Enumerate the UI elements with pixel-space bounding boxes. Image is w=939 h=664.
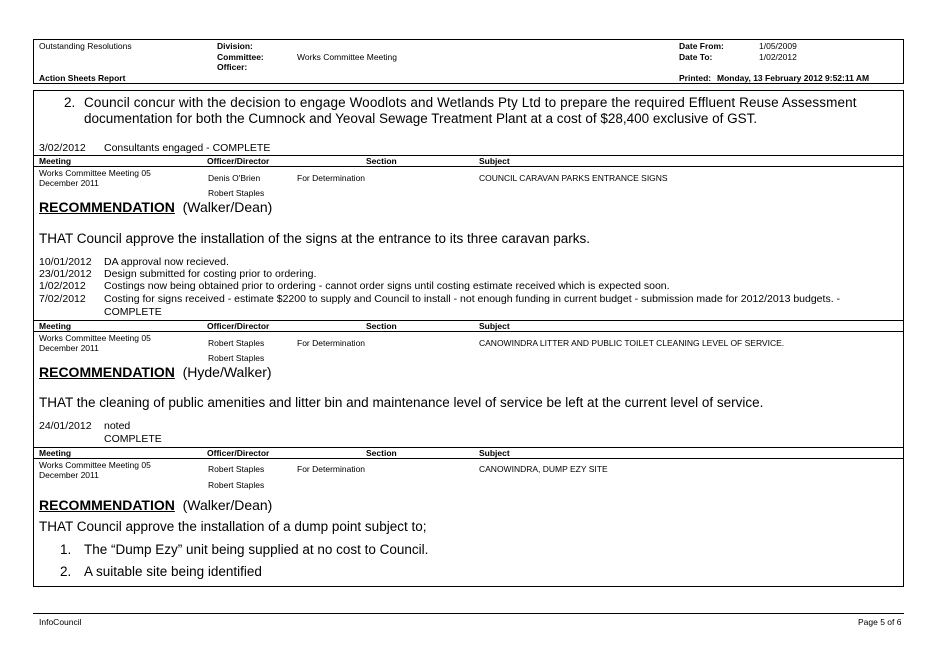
date-to-value: 1/02/2012 bbox=[759, 52, 797, 62]
column-header-bar bbox=[33, 155, 904, 167]
resolution-item-number: 1. bbox=[60, 542, 72, 557]
record-officer: Robert Staples bbox=[208, 338, 265, 348]
record-meeting-line1: Works Committee Meeting 05 bbox=[39, 460, 151, 470]
note-text: noted bbox=[104, 420, 131, 432]
col-subject-header: Subject bbox=[479, 448, 510, 458]
top-item-number: 2. bbox=[64, 95, 76, 110]
col-meeting-header: Meeting bbox=[39, 156, 72, 166]
recommendation-label: RECOMMENDATION bbox=[39, 364, 175, 380]
record-meeting-line2: December 2011 bbox=[39, 343, 99, 353]
resolution-item-number: 2. bbox=[60, 564, 72, 579]
recommendation-movers: (Walker/Dean) bbox=[182, 199, 273, 215]
date-from-value: 1/05/2009 bbox=[759, 41, 797, 51]
note-text: Costing for signs received - estimate $2200 to supply and Council to install - not enough funding in current budget - submission made for 2012/2013 budgets. - bbox=[104, 293, 841, 305]
record-section: For Determination bbox=[297, 464, 366, 474]
footer-page-number: Page 5 of 6 bbox=[858, 617, 902, 627]
record-subject: CANOWINDRA, DUMP EZY SITE bbox=[479, 464, 608, 474]
top-item-text-line1: Council concur with the decision to engage Woodlots and Wetlands Pty Ltd to prepare the required Effluent Reuse Assessment bbox=[84, 95, 857, 110]
officer-label: Officer: bbox=[217, 62, 248, 72]
col-section-header: Section bbox=[366, 156, 397, 166]
note-text: Costings now being obtained prior to ordering - cannot order signs until costing estimate received which is expected soon. bbox=[104, 280, 670, 292]
note-text-continued: COMPLETE bbox=[104, 306, 162, 318]
recommendation-movers: (Hyde/Walker) bbox=[182, 364, 272, 380]
col-subject-header: Subject bbox=[479, 321, 510, 331]
note-date: 1/02/2012 bbox=[39, 280, 86, 292]
report-name: Action Sheets Report bbox=[39, 73, 126, 83]
record-director: Robert Staples bbox=[208, 480, 265, 490]
col-officer-header: Officer/Director bbox=[207, 321, 270, 331]
recommendation-heading bbox=[39, 199, 272, 215]
record-subject: COUNCIL CARAVAN PARKS ENTRANCE SIGNS bbox=[479, 173, 668, 183]
note-date: 10/01/2012 bbox=[39, 256, 92, 268]
record-officer: Robert Staples bbox=[208, 464, 265, 474]
column-header-bar bbox=[33, 320, 904, 332]
record-meeting-line1: Works Committee Meeting 05 bbox=[39, 333, 151, 343]
division-label: Division: bbox=[217, 41, 253, 51]
record-director: Robert Staples bbox=[208, 188, 265, 198]
footer-divider bbox=[33, 613, 904, 614]
record-meeting-line1: Works Committee Meeting 05 bbox=[39, 168, 151, 178]
resolution-text: THAT Council approve the installation of a dump point subject to; bbox=[39, 519, 427, 534]
column-header-bar bbox=[33, 447, 904, 459]
record-meeting-line2: December 2011 bbox=[39, 470, 99, 480]
record-officer: Denis O'Brien bbox=[208, 173, 261, 183]
col-officer-header: Officer/Director bbox=[207, 448, 270, 458]
record-subject: CANOWINDRA LITTER AND PUBLIC TOILET CLEANING LEVEL OF SERVICE. bbox=[479, 338, 785, 348]
resolution-text: THAT Council approve the installation of the signs at the entrance to its three caravan parks. bbox=[39, 231, 591, 246]
recommendation-movers: (Walker/Dean) bbox=[182, 497, 273, 513]
resolution-item-text: A suitable site being identified bbox=[84, 564, 262, 579]
record-section: For Determination bbox=[297, 338, 366, 348]
note-text: Design submitted for costing prior to ordering. bbox=[104, 268, 317, 280]
col-section-header: Section bbox=[366, 448, 397, 458]
footer-app-name: InfoCouncil bbox=[39, 617, 82, 627]
committee-value: Works Committee Meeting bbox=[297, 52, 397, 62]
col-section-header: Section bbox=[366, 321, 397, 331]
col-officer-header: Officer/Director bbox=[207, 156, 270, 166]
recommendation-heading bbox=[39, 497, 272, 513]
resolution-text: THAT the cleaning of public amenities and litter bin and maintenance level of service be left at the current level of service. bbox=[39, 395, 764, 410]
record-meeting-line2: December 2011 bbox=[39, 178, 99, 188]
recommendation-label: RECOMMENDATION bbox=[39, 497, 175, 513]
col-meeting-header: Meeting bbox=[39, 448, 72, 458]
printed-value: Monday, 13 February 2012 9:52:11 AM bbox=[717, 73, 870, 83]
note-text: DA approval now recieved. bbox=[104, 256, 229, 268]
note-date: 23/01/2012 bbox=[39, 268, 92, 280]
date-from-label: Date From: bbox=[679, 41, 724, 51]
col-meeting-header: Meeting bbox=[39, 321, 72, 331]
top-item-note-date: 3/02/2012 bbox=[39, 142, 86, 154]
recommendation-label: RECOMMENDATION bbox=[39, 199, 175, 215]
report-title-left: Outstanding Resolutions bbox=[39, 41, 132, 51]
record-section: For Determination bbox=[297, 173, 366, 183]
note-date: 24/01/2012 bbox=[39, 420, 92, 432]
resolution-item-text: The “Dump Ezy” unit being supplied at no cost to Council. bbox=[84, 542, 429, 557]
recommendation-heading bbox=[39, 364, 272, 380]
note-date: 7/02/2012 bbox=[39, 293, 86, 305]
date-to-label: Date To: bbox=[679, 52, 713, 62]
printed-label: Printed: bbox=[679, 73, 712, 83]
record-director: Robert Staples bbox=[208, 353, 265, 363]
col-subject-header: Subject bbox=[479, 156, 510, 166]
top-item-text-line2: documentation for both the Cumnock and Yeoval Sewage Treatment Plant at a cost of $28,400 exclusive of GST. bbox=[84, 111, 758, 126]
top-item-note-text: Consultants engaged - COMPLETE bbox=[104, 142, 271, 154]
note-text-continued: COMPLETE bbox=[104, 433, 162, 445]
committee-label: Committee: bbox=[217, 52, 264, 62]
